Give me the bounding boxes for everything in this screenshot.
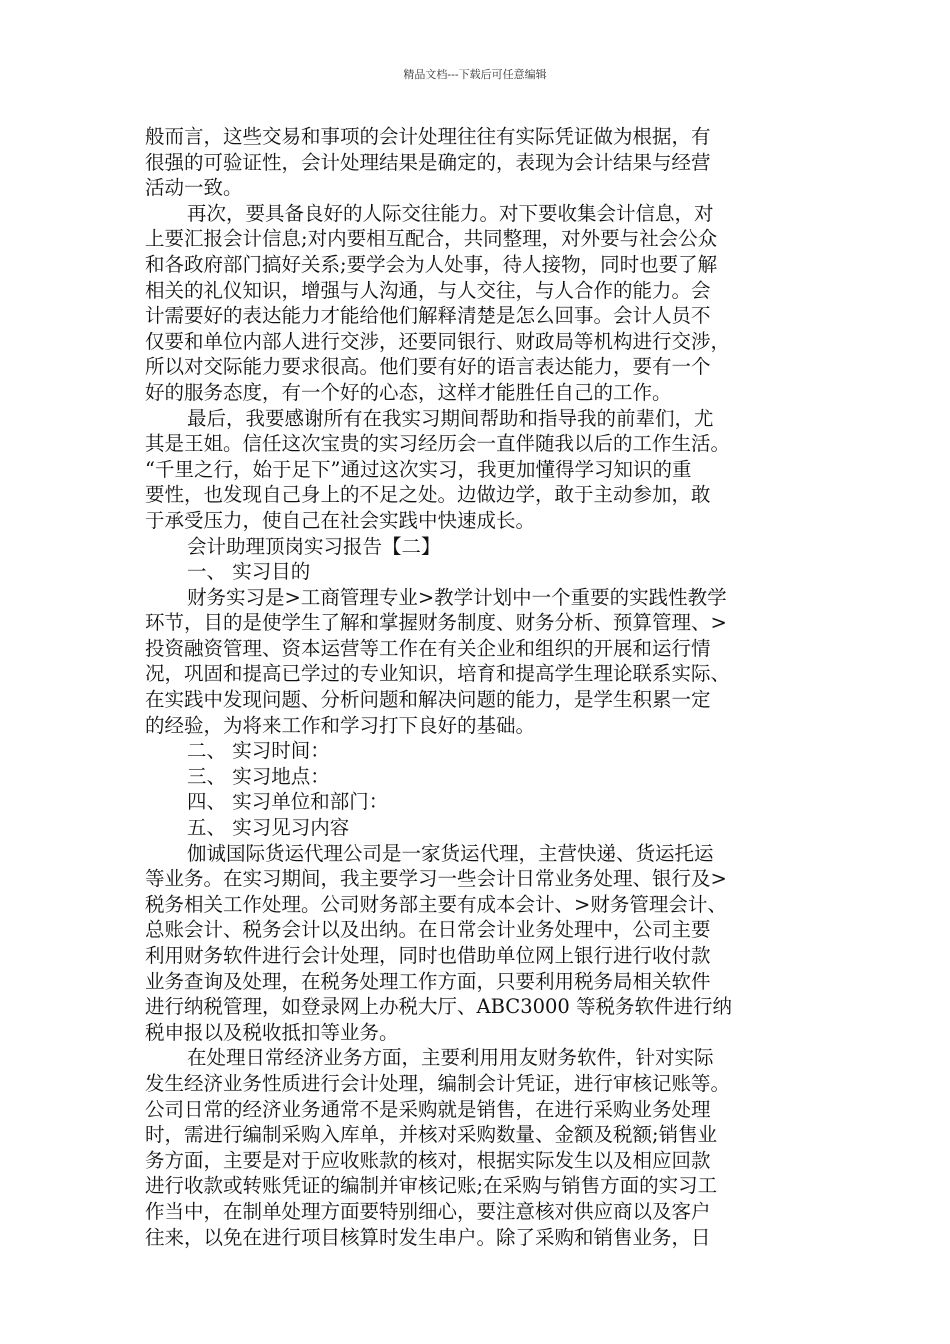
text-line: “千里之行，始于足下”通过这次实习，我更加懂得学习知识的重 [145, 457, 692, 481]
paragraph-p6 [145, 585, 825, 739]
paragraph-p7 [145, 738, 825, 764]
text-line: 业务查询及处理，在税务处理工作方面，只要利用税务局相关软件 [145, 969, 711, 993]
text-line: 等业务。在实习期间，我主要学习一些会计日常业务处理、银行及> [145, 867, 727, 891]
text-line: 活动一致。 [145, 176, 243, 200]
text-line: 公司日常的经济业务通常不是采购就是销售，在进行采购业务处理 [145, 1097, 711, 1121]
text-line: 一、 实习目的 [187, 560, 311, 584]
text-line: 相关的礼仪知识，增强与人沟通，与人交往，与人合作的能力。会 [145, 278, 711, 302]
paragraph-p9 [145, 789, 825, 815]
text-line: 作当中，在制单处理方面要特别细心，要注意核对供应商以及客户 [145, 1199, 711, 1223]
paragraph-p11 [145, 841, 825, 1046]
paragraph-p8 [145, 764, 825, 790]
text-line: 好的服务态度，有一个好的心态，这样才能胜任自己的工作。 [145, 380, 672, 404]
text-line: 要性，也发现自己身上的不足之处。边做边学，敢于主动参加，敢 [145, 483, 711, 507]
text-line: 税务相关工作处理。公司财务部主要有成本会计、>财务管理会计、 [145, 892, 727, 916]
page-header: 精品文档---下载后可任意编辑 [403, 68, 547, 81]
text-line: 环节，目的是使学生了解和掌握财务制度、财务分析、预算管理、> [145, 611, 727, 635]
text-line: 进行纳税管理，如登录网上办税大厅、ABC3000 等税务软件进行纳 [145, 995, 733, 1019]
text-line: 二、 实习时间： [187, 739, 330, 763]
text-line: 投资融资管理、资本运营等工作在有关企业和组织的开展和运行情 [145, 636, 711, 660]
text-line: 仅要和单位内部人进行交涉，还要同银行、财政局等机构进行交涉， [145, 329, 731, 353]
text-line: 况，巩固和提高已学过的专业知识，培育和提高学生理论联系实际、 [145, 662, 731, 686]
text-line: 其是王姐。信任这次宝贵的实习经历会一直伴随我以后的工作生活。 [145, 432, 731, 456]
text-line: 和各政府部门搞好关系;要学会为人处事，待人接物，同时也要了解 [145, 252, 718, 276]
text-line: 计需要好的表达能力才能给他们解释清楚是怎么回事。会计人员不 [145, 304, 711, 328]
document-body [145, 124, 825, 1250]
text-line: 上要汇报会计信息;对内要相互配合，共同整理，对外要与社会公众 [145, 227, 718, 251]
paragraph-p5 [145, 559, 825, 585]
text-line: 利用财务软件进行会计处理，同时也借助单位网上银行进行收付款 [145, 944, 711, 967]
paragraph-p10 [145, 815, 825, 841]
paragraph-p4 [145, 534, 825, 560]
text-line: 财务实习是>工商管理专业>教学计划中一个重要的实践性教学 [187, 585, 727, 609]
text-line: 再次，要具备良好的人际交往能力。对下要收集会计信息，对 [187, 201, 714, 225]
text-line: 四、 实习单位和部门： [187, 790, 389, 814]
text-line: 发生经济业务性质进行会计处理，编制会计凭证，进行审核记账等。 [145, 1071, 731, 1095]
text-line: 伽诚国际货运代理公司是一家货运代理，主营快递、货运托运 [187, 841, 714, 865]
paragraph-p12 [145, 1045, 825, 1250]
text-line: 会计助理顶岗实习报告【二】 [187, 534, 441, 558]
text-line: 的经验，为将来工作和学习打下良好的基础。 [145, 713, 536, 737]
text-line: 进行收款或转账凭证的编制并审核记账;在采购与销售方面的实习工 [145, 1174, 718, 1198]
text-line: 总账会计、税务会计以及出纳。在日常会计业务处理中，公司主要 [145, 918, 711, 942]
paragraph-p1 [145, 124, 825, 201]
text-line: 般而言，这些交易和事项的会计处理往往有实际凭证做为根据，有 [145, 125, 711, 148]
text-line: 五、 实习见习内容 [187, 816, 350, 840]
text-line: 在处理日常经济业务方面，主要利用用友财务软件，针对实际 [187, 1046, 714, 1070]
text-line: 三、 实习地点： [187, 764, 330, 788]
text-line: 最后，我要感谢所有在我实习期间帮助和指导我的前辈们，尤 [187, 406, 714, 430]
text-line: 在实践中发现问题、分析问题和解决问题的能力，是学生积累一定 [145, 688, 711, 712]
text-line: 税申报以及税收抵扣等业务。 [145, 1020, 399, 1044]
paragraph-p3 [145, 406, 825, 534]
text-line: 于承受压力，使自己在社会实践中快速成长。 [145, 508, 536, 532]
text-line: 很强的可验证性，会计处理结果是确定的，表现为会计结果与经营 [145, 150, 711, 174]
text-line: 所以对交际能力要求很高。他们要有好的语言表达能力，要有一个 [145, 355, 711, 379]
text-line: 时，需进行编制采购入库单，并核对采购数量、金额及税额;销售业 [145, 1123, 718, 1147]
paragraph-p2 [145, 201, 825, 406]
text-line: 务方面，主要是对于应收账款的核对，根据实际发生以及相应回款 [145, 1148, 711, 1172]
text-line: 往来，以免在进行项目核算时发生串户。除了采购和销售业务，日 [145, 1225, 711, 1249]
